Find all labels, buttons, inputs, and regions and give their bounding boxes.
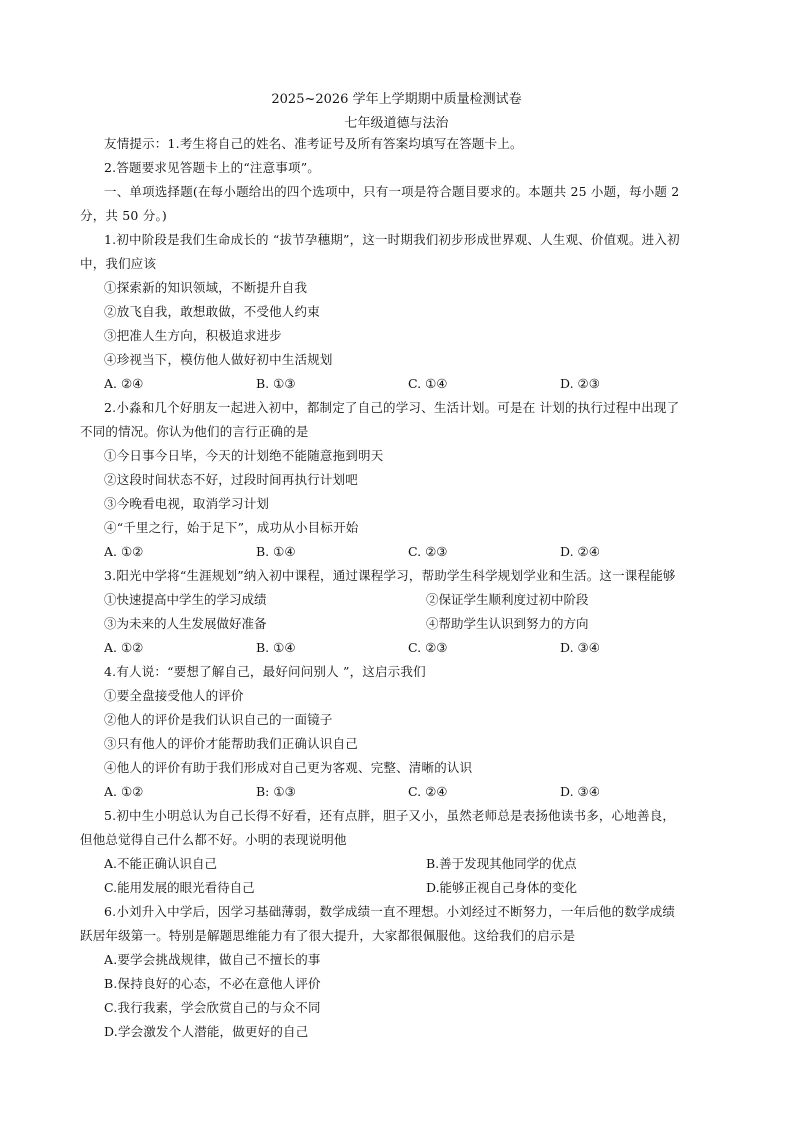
- q6-option-b[interactable]: B.保持良好的心态，不必在意他人评价: [104, 976, 321, 991]
- q4-item-4: ④他人的评价有助于我们形成对自己更为客观、完整、清晰的认识: [104, 760, 473, 775]
- q1-stem: 1.初中阶段是我们生命成长的 “拔节孕穗期”，这一时期我们初步形成世界观、人生观、价值观。进入初: [104, 232, 680, 247]
- exam-title: 2025~2026 学年上学期期中质量检测试卷: [271, 92, 522, 107]
- q2-item-3: ③今晚看电视，取消学习计划: [104, 496, 270, 511]
- q4-item-2: ②他人的评价是我们认识自己的一面镜子: [104, 712, 333, 727]
- q4-stem: 4.有人说：“要想了解自己，最好问问别人 ”，这启示我们: [104, 664, 426, 679]
- q3-items-row-2: [104, 616, 624, 632]
- q3-stem: 3.阳光中学将“生涯规划”纳入初中课程，通过课程学习，帮助学生科学规划学业和生活。这一课程能够: [104, 568, 676, 583]
- q5-options-row-2: [104, 880, 624, 896]
- q4-option-a[interactable]: A. ①②: [104, 784, 144, 799]
- notice-line-1: 友情提示：1.考生将自己的姓名、准考证号及所有答案均填写在答题卡上。: [104, 136, 523, 151]
- q4-option-d[interactable]: D. ③④: [560, 784, 600, 799]
- q4-item-1: ①要全盘接受他人的评价: [104, 688, 244, 703]
- q2-item-2: ②这段时间状态不好，过段时间再执行计划吧: [104, 472, 359, 487]
- q1-option-d[interactable]: D. ②③: [560, 376, 600, 391]
- q3-item-1: ①快速提高中学生的学习成绩: [104, 592, 267, 607]
- q6-stem: 6.小刘升入中学后，因学习基础薄弱，数学成绩一直不理想。小刘经过不断努力，一年后他的数学成绩: [104, 904, 676, 919]
- q6-option-d[interactable]: D.学会激发个人潜能，做更好的自己: [104, 1024, 309, 1039]
- q1-item-2: ②放飞自我，敢想敢做，不受他人约束: [104, 304, 320, 319]
- exam-subject: 七年级道德与法治: [344, 116, 449, 131]
- q5-option-b[interactable]: B.善于发现其他同学的优点: [426, 856, 577, 871]
- q1-item-4: ④珍视当下，模仿他人做好初中生活规划: [104, 352, 333, 367]
- q3-items-row-1: [104, 592, 624, 608]
- notice-line-2: 2.答题要求见答题卡上的“注意事项”。: [104, 160, 321, 175]
- q3-item-4: ④帮助学生认识到努力的方向: [426, 616, 589, 631]
- q1-option-c[interactable]: C. ①④: [408, 376, 448, 391]
- q5-option-a[interactable]: A.不能正确认识自己: [104, 856, 218, 871]
- q5-option-d[interactable]: D.能够正视自己身体的变化: [426, 880, 578, 895]
- q2-stem: 2.小淼和几个好朋友一起进入初中，都制定了自己的学习、生活计划。可是在 计划的执行过程中出现了: [104, 400, 680, 415]
- q3-item-2: ②保证学生顺利度过初中阶段: [426, 592, 589, 607]
- q3-options: [104, 640, 664, 656]
- q3-option-a[interactable]: A. ①②: [104, 640, 144, 655]
- q1-item-3: ③把准人生方向，积极追求进步: [104, 328, 282, 343]
- q2-options: [104, 544, 664, 560]
- q1-item-1: ①探索新的知识领域，不断提升自我: [104, 280, 308, 295]
- q4-options: [104, 784, 664, 800]
- q2-item-4: ④“千里之行，始于足下”，成功从小目标开始: [104, 520, 359, 535]
- q5-stem-cont: 但他总觉得自己什么都不好。小明的表现说明他: [80, 832, 347, 847]
- q1-options: [104, 376, 664, 392]
- q2-item-1: ①今日事今日毕，今天的计划绝不能随意拖到明天: [104, 448, 384, 463]
- q3-item-3: ③为未来的人生发展做好准备: [104, 616, 267, 631]
- q2-option-c[interactable]: C. ②③: [408, 544, 448, 559]
- q2-stem-cont: 不同的情况。你认为他们的言行正确的是: [80, 424, 309, 439]
- q3-option-b[interactable]: B. ①④: [256, 640, 296, 655]
- section-heading: 一、单项选择题(在每小题给出的四个选项中，只有一项是符合题目要求的。本题共 25 小题，每小题 2: [104, 184, 680, 199]
- q4-option-b[interactable]: B: ①③: [256, 784, 296, 799]
- q5-stem: 5.初中生小明总认为自己长得不好看，还有点胖，胆子又小，虽然老师总是表扬他读书多，心地善良，: [104, 808, 676, 823]
- q1-option-a[interactable]: A. ②④: [104, 376, 144, 391]
- q2-option-a[interactable]: A. ①②: [104, 544, 144, 559]
- q1-option-b[interactable]: B. ①③: [256, 376, 296, 391]
- q3-option-d[interactable]: D. ③④: [560, 640, 600, 655]
- section-heading-cont: 分，共 50 分。): [80, 208, 167, 223]
- q2-option-b[interactable]: B. ①④: [256, 544, 296, 559]
- q4-item-3: ③只有他人的评价才能帮助我们正确认识自己: [104, 736, 359, 751]
- q5-options-row-1: [104, 856, 624, 872]
- q5-option-c[interactable]: C.能用发展的眼光看待自己: [104, 880, 255, 895]
- q3-option-c[interactable]: C. ②③: [408, 640, 448, 655]
- q1-stem-cont: 中，我们应该: [80, 256, 157, 271]
- q6-option-c[interactable]: C.我行我素，学会欣赏自己的与众不同: [104, 1000, 321, 1015]
- q6-option-a[interactable]: A.要学会挑战规律，做自己不擅长的事: [104, 952, 321, 967]
- q4-option-c[interactable]: C. ②④: [408, 784, 448, 799]
- q2-option-d[interactable]: D. ②④: [560, 544, 600, 559]
- q6-stem-cont: 跃居年级第一。特别是解题思维能力有了很大提升，大家都很佩服他。这给我们的启示是: [80, 928, 576, 943]
